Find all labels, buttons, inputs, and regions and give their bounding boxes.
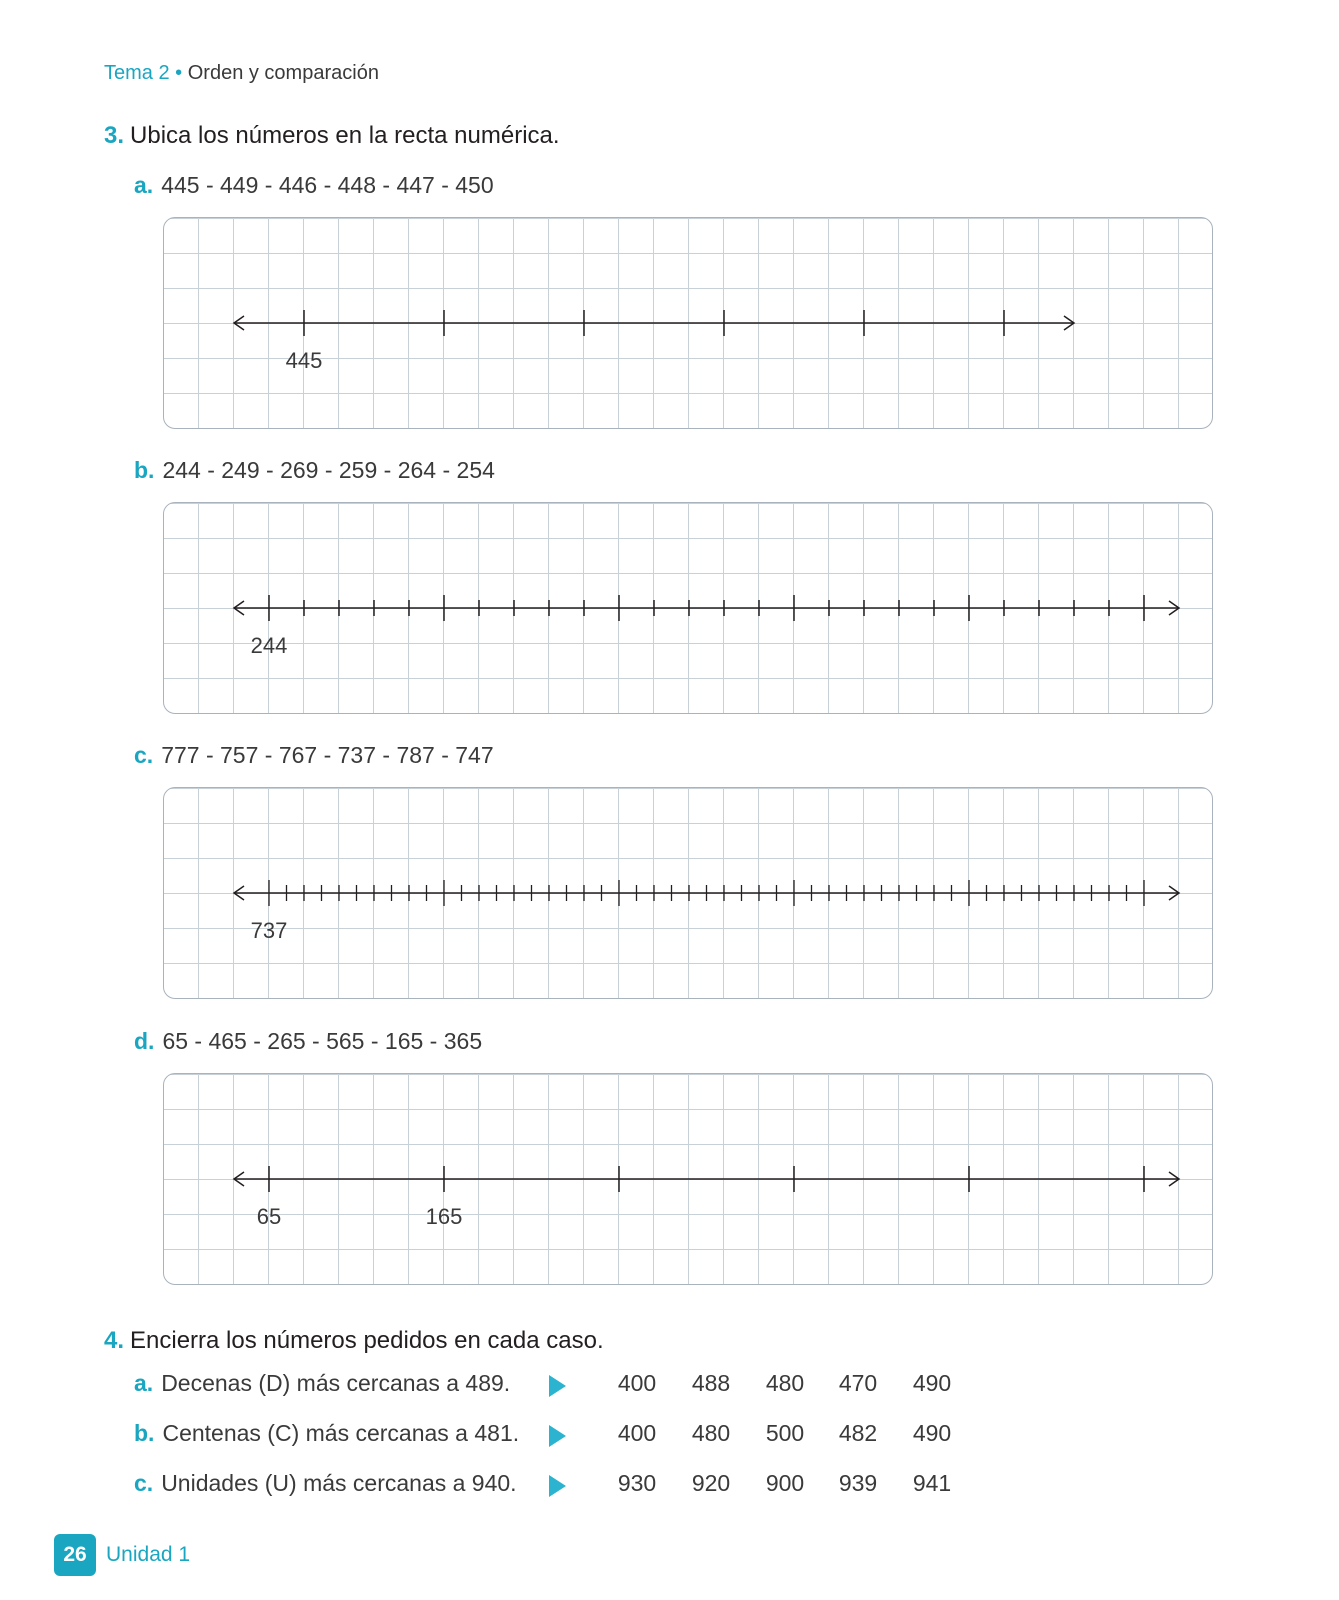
item-letter: a.: [134, 1370, 154, 1396]
item-letter: c.: [134, 742, 154, 768]
item-3c: [134, 742, 494, 769]
page-header: [104, 62, 379, 85]
number-line-b: [164, 503, 1212, 713]
question-number: 3.: [104, 122, 125, 149]
option[interactable]: 400: [617, 1420, 657, 1446]
item-prompt: Unidades (U) más cercanas a 940.: [161, 1470, 517, 1496]
header-separator: •: [175, 62, 183, 84]
item-text: [134, 1370, 510, 1397]
item-letter: b.: [134, 457, 155, 483]
item-prompt: Decenas (D) más cercanas a 489.: [161, 1370, 511, 1396]
question-text: Ubica los números en la recta numérica.: [130, 122, 560, 149]
question-text: Encierra los números pedidos en cada caso.: [130, 1327, 604, 1354]
play-arrow-icon: [549, 1375, 566, 1397]
option[interactable]: 920: [691, 1470, 731, 1496]
option[interactable]: 941: [912, 1470, 952, 1496]
unit-label: Unidad 1: [106, 1543, 191, 1566]
item-letter: d.: [134, 1028, 155, 1054]
item-3d: [134, 1028, 482, 1055]
item-numbers: 777 - 757 - 767 - 737 - 787 - 747: [161, 742, 494, 768]
tick-label-165: 165: [425, 1204, 463, 1229]
number-line-grid-d[interactable]: [163, 1073, 1213, 1285]
option[interactable]: 490: [912, 1420, 952, 1446]
item-letter: c.: [134, 1470, 154, 1496]
question-number: 4.: [104, 1327, 125, 1354]
option[interactable]: 482: [838, 1420, 878, 1446]
option[interactable]: 470: [838, 1370, 878, 1396]
topic-subtitle: Orden y comparación: [187, 62, 379, 84]
item-3b: [134, 457, 495, 484]
option[interactable]: 900: [765, 1470, 805, 1496]
page-number-badge: 26: [54, 1534, 96, 1576]
number-line-grid-c[interactable]: [163, 787, 1213, 999]
item-3a: [134, 172, 494, 199]
play-arrow-icon: [549, 1425, 566, 1447]
tick-label-737: 737: [250, 918, 288, 943]
number-line-grid-b[interactable]: [163, 502, 1213, 714]
number-line-grid-a[interactable]: [163, 217, 1213, 429]
option[interactable]: 500: [765, 1420, 805, 1446]
item-text: [134, 1420, 519, 1447]
topic-label: Tema 2: [104, 62, 170, 84]
option[interactable]: 480: [691, 1420, 731, 1446]
tick-label-445: 445: [285, 348, 323, 373]
number-line-a: [164, 218, 1212, 428]
question-3-title: [104, 122, 560, 150]
tick-label-244: 244: [250, 633, 288, 658]
option[interactable]: 400: [617, 1370, 657, 1396]
play-arrow-icon: [549, 1475, 566, 1497]
number-line-d: [164, 1074, 1212, 1284]
item-numbers: 445 - 449 - 446 - 448 - 447 - 450: [161, 172, 494, 198]
option[interactable]: 930: [617, 1470, 657, 1496]
item-numbers: 244 - 249 - 269 - 259 - 264 - 254: [162, 457, 495, 483]
item-letter: a.: [134, 172, 154, 198]
option[interactable]: 488: [691, 1370, 731, 1396]
item-prompt: Centenas (C) más cercanas a 481.: [162, 1420, 520, 1446]
option[interactable]: 939: [838, 1470, 878, 1496]
item-text: [134, 1470, 517, 1497]
tick-label-65: 65: [256, 1204, 282, 1229]
question-4-title: [104, 1327, 604, 1355]
option[interactable]: 490: [912, 1370, 952, 1396]
number-line-c: [164, 788, 1212, 998]
option[interactable]: 480: [765, 1370, 805, 1396]
item-letter: b.: [134, 1420, 155, 1446]
item-numbers: 65 - 465 - 265 - 565 - 165 - 365: [162, 1028, 483, 1054]
